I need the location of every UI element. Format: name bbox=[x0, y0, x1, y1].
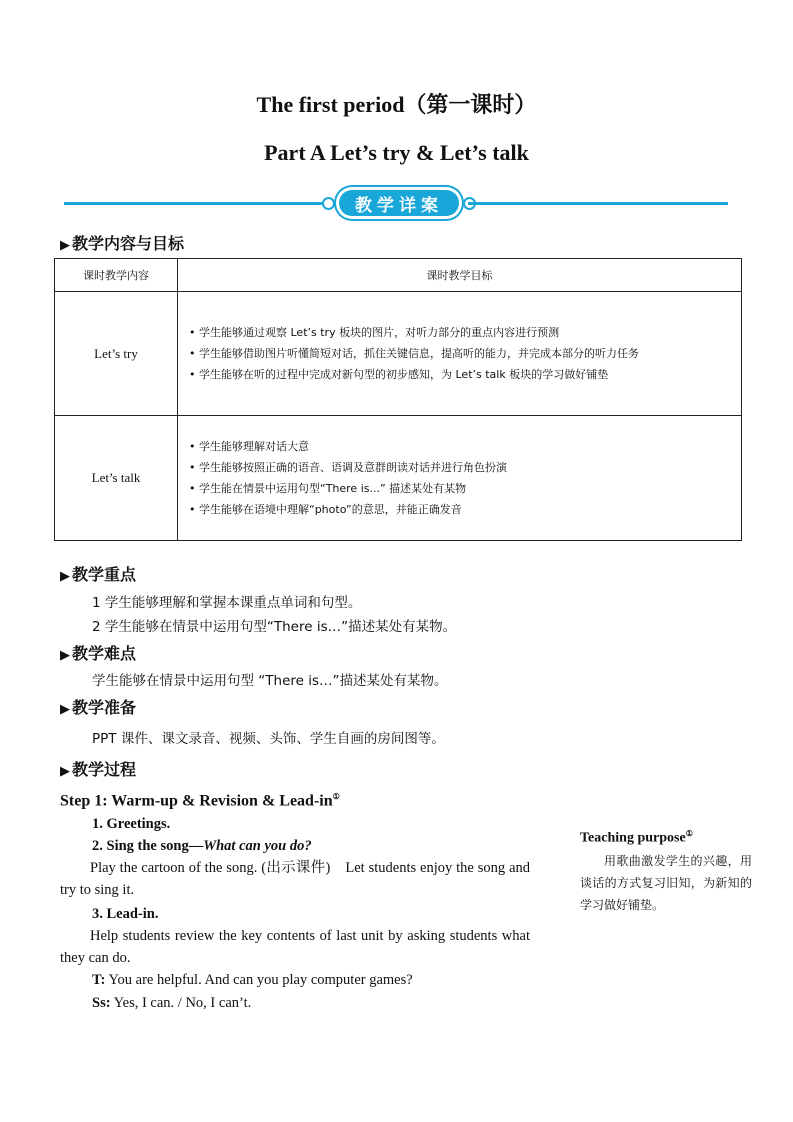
footnote-mark: ① bbox=[685, 829, 693, 838]
teaching-purpose-title: Teaching purpose① bbox=[580, 829, 693, 846]
step1-item2-text: Play the cartoon of the song. (出示课件) Let students enjoy the song and try to sing it. bbox=[60, 860, 530, 898]
step1-title: Step 1: Warm-up & Revision & Lead-in① bbox=[60, 792, 340, 810]
table-row bbox=[55, 292, 742, 416]
key-point-1: 1 学生能够理解和掌握本课重点单词和句型。 bbox=[92, 595, 362, 611]
goal-list bbox=[179, 324, 740, 384]
list-item: • 学生能够理解对话大意 bbox=[189, 438, 730, 456]
banner-line-left bbox=[64, 202, 330, 205]
table-cell-content: Let’s talk bbox=[55, 416, 178, 541]
section-heading-content-goals: ▶ 教学内容与目标 bbox=[60, 234, 185, 253]
difficulty-text: 学生能够在情景中运用句型 “There is…”描述某处有某物。 bbox=[92, 673, 448, 689]
footnote-mark: ① bbox=[332, 792, 340, 801]
list-item: • 学生能够按照正确的语音、语调及意群朗读对话并进行角色扮演 bbox=[189, 459, 730, 477]
preparation-text: PPT 课件、课文录音、视频、头饰、学生自画的房间图等。 bbox=[92, 731, 445, 747]
goals-table bbox=[54, 258, 742, 541]
table-cell-goals bbox=[178, 416, 742, 541]
section-heading-process: ▶ 教学过程 bbox=[60, 760, 137, 779]
triangle-right-icon: ▶ bbox=[60, 764, 70, 779]
table-cell-content: Let’s try bbox=[55, 292, 178, 416]
step1-item2: 2. Sing the song—What can you do? bbox=[92, 838, 312, 854]
table-row bbox=[55, 416, 742, 541]
page-subtitle: Part A Let’s try & Let’s talk bbox=[264, 140, 529, 165]
section-heading-difficulties: ▶ 教学难点 bbox=[60, 644, 137, 663]
list-item: • 学生能在情景中运用句型“There is...” 描述某处有某物 bbox=[189, 480, 730, 498]
dialog-line-students: Ss: Yes, I can. / No, I can’t. bbox=[92, 995, 252, 1011]
banner-line-right bbox=[468, 202, 728, 205]
step1-item3: 3. Lead-in. bbox=[92, 906, 159, 922]
triangle-right-icon: ▶ bbox=[60, 702, 70, 717]
key-point-2: 2 学生能够在情景中运用句型“There is…”描述某处有某物。 bbox=[92, 619, 457, 635]
dialog-line-teacher: T: You are helpful. And can you play computer games? bbox=[92, 972, 413, 988]
table-cell-goals bbox=[178, 292, 742, 416]
page-title: The first period（第一课时） bbox=[256, 92, 537, 117]
banner-label: 教学详案 bbox=[336, 187, 462, 219]
list-item: • 学生能够在听的过程中完成对新句型的初步感知，为 Let’s talk 板块的学习做好铺垫 bbox=[189, 366, 730, 384]
step1-item3-text: Help students review the key contents of last unit by asking students what they can do. bbox=[60, 928, 530, 966]
list-item: • 学生能够借助图片听懂简短对话，抓住关键信息，提高听的能力，并完成本部分的听力任务 bbox=[189, 345, 730, 363]
triangle-right-icon: ▶ bbox=[60, 569, 70, 584]
goal-list bbox=[179, 438, 740, 519]
step1-item1: 1. Greetings. bbox=[92, 816, 171, 832]
triangle-right-icon: ▶ bbox=[60, 238, 70, 253]
teaching-purpose-text: 用歌曲激发学生的兴趣，用谈话的方式复习旧知，为新知的学习做好铺垫。 bbox=[580, 854, 752, 912]
table-header: 课时教学目标 bbox=[178, 259, 742, 292]
list-item: • 学生能够在语境中理解“photo”的意思，并能正确发音 bbox=[189, 501, 730, 519]
table-header: 课时教学内容 bbox=[55, 259, 178, 292]
list-item: • 学生能够通过观察 Let’s try 板块的图片，对听力部分的重点内容进行预测 bbox=[189, 324, 730, 342]
table-header-row bbox=[55, 259, 742, 292]
triangle-right-icon: ▶ bbox=[60, 648, 70, 663]
section-heading-key-points: ▶ 教学重点 bbox=[60, 565, 137, 584]
section-heading-preparation: ▶ 教学准备 bbox=[60, 698, 137, 717]
banner-dot-left bbox=[322, 197, 335, 210]
